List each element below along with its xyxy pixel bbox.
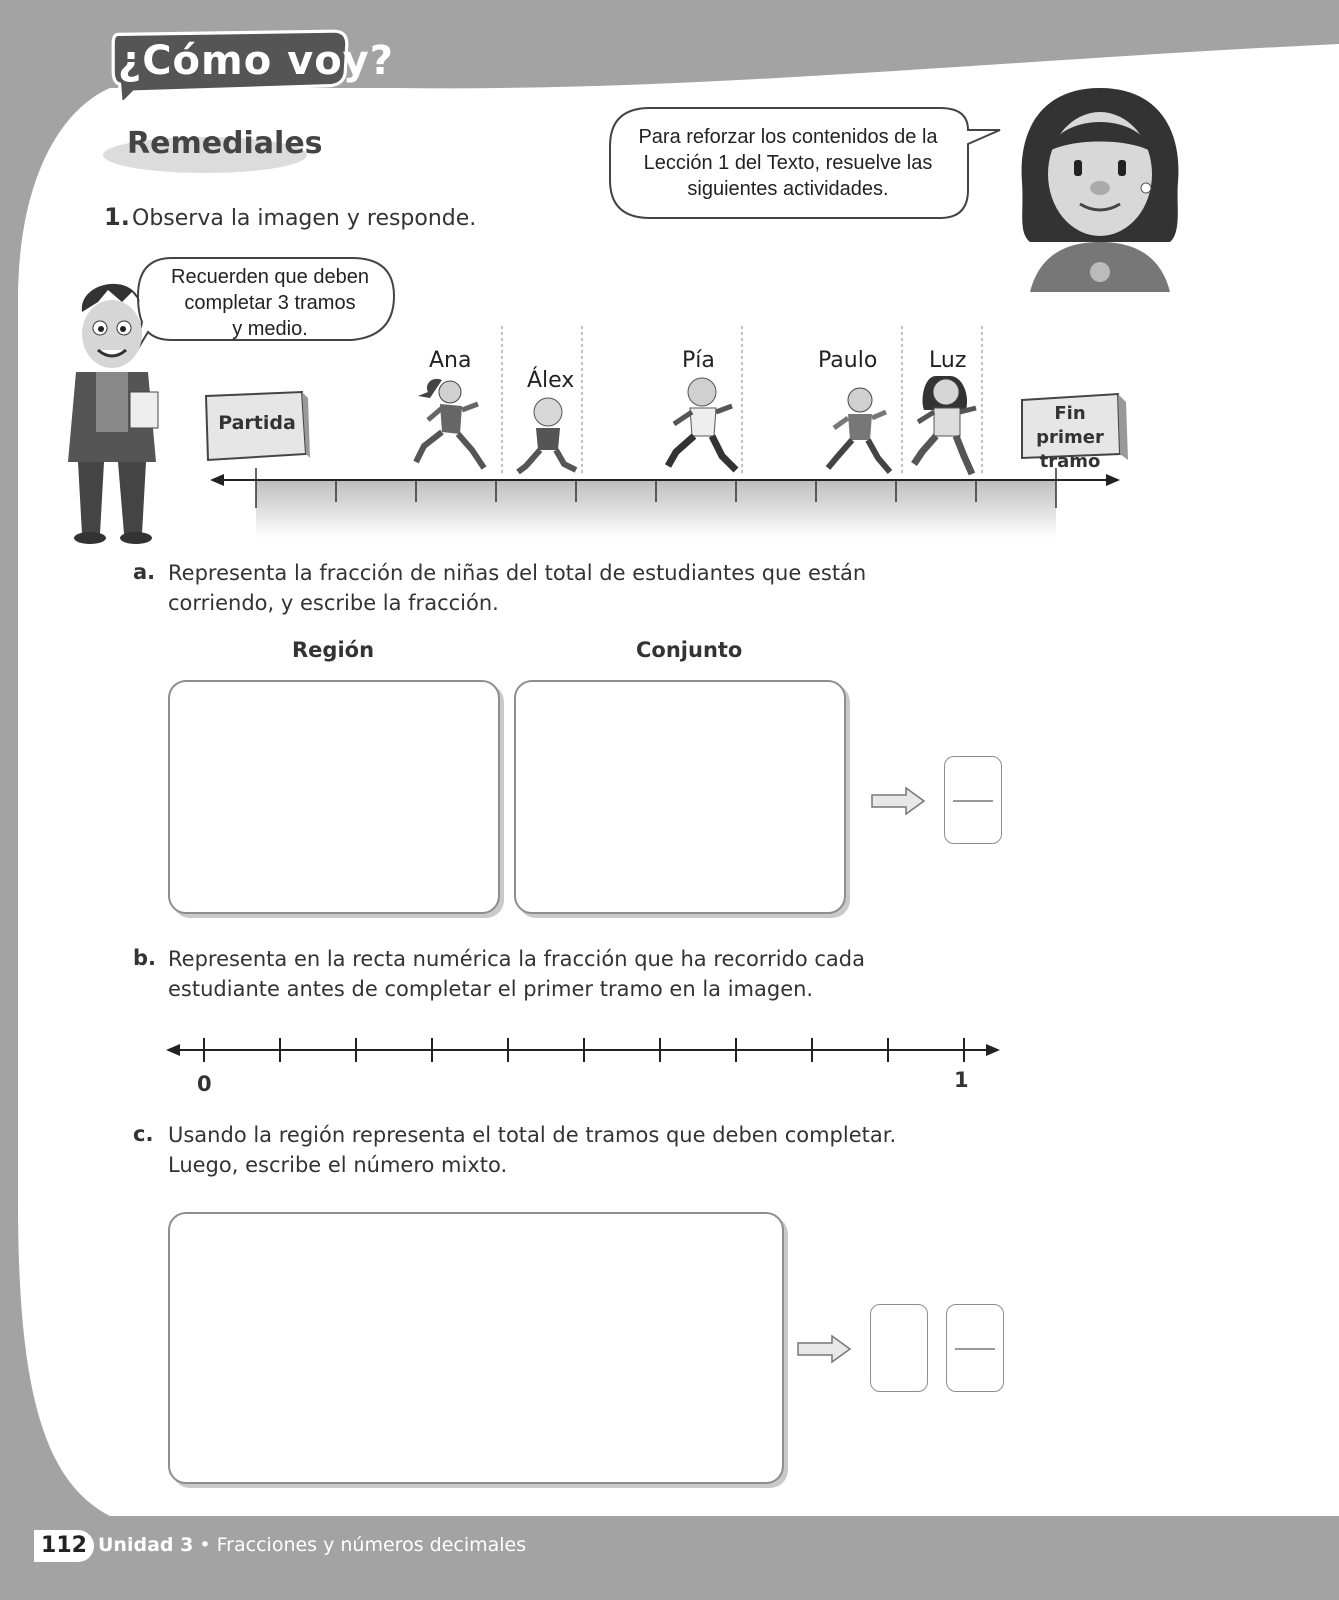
part-a-letter: a. <box>133 560 156 584</box>
part-b-text <box>168 944 968 1004</box>
runner-name-ana: Ana <box>429 348 472 373</box>
arrow-icon <box>796 1334 856 1364</box>
start-sign-label: Partida <box>218 412 296 434</box>
fraction-bar <box>953 800 993 802</box>
label-set: Conjunto <box>636 638 743 662</box>
runner-paulo-figure <box>820 382 900 482</box>
part-c-letter: c. <box>133 1122 154 1146</box>
whole-number-box[interactable] <box>870 1304 928 1392</box>
page-number: 112 <box>34 1530 94 1562</box>
teacher-bubble-text <box>618 124 958 202</box>
teacher-illustration <box>1010 82 1190 292</box>
coach-bubble-line: completar 3 tramos <box>184 292 356 314</box>
fraction-answer-box[interactable] <box>944 756 1002 844</box>
coach-bubble-line: Recuerden que deben <box>171 266 369 288</box>
mixed-number-region-box[interactable] <box>168 1212 784 1484</box>
arrow-icon <box>870 786 930 816</box>
part-b-line: Representa en la recta numérica la fracción que ha recorrido cada <box>168 947 865 971</box>
set-answer-box[interactable] <box>514 680 846 914</box>
section-title: ¿Cómo voy? <box>118 38 394 84</box>
runner-name-pia: Pía <box>682 348 715 373</box>
runner-alex-figure <box>512 392 582 482</box>
number-line-zero: 0 <box>197 1072 212 1096</box>
subtitle: Remediales <box>127 126 323 161</box>
end-sign-line: Fin primer <box>1036 403 1104 448</box>
runner-ana-figure <box>412 376 492 476</box>
question-number: 1. <box>104 203 130 231</box>
teacher-bubble-line: Lección 1 del Texto, resuelve las <box>643 152 933 174</box>
footer-unit: Unidad 3 <box>98 1534 194 1556</box>
footer-text <box>98 1534 526 1556</box>
mixed-fraction-box[interactable] <box>946 1304 1004 1392</box>
coach-bubble-text <box>150 264 390 342</box>
part-a-text <box>168 558 968 618</box>
part-c-text <box>168 1120 968 1180</box>
number-line-one: 1 <box>954 1068 969 1092</box>
coach-bubble-line: y medio. <box>232 318 308 340</box>
part-c-line: Usando la región representa el total de tramos que deben completar. <box>168 1123 897 1147</box>
teacher-bubble-line: siguientes actividades. <box>687 178 889 200</box>
part-b-line: estudiante antes de completar el primer tramo en la imagen. <box>168 977 814 1001</box>
runner-name-luz: Luz <box>929 348 967 373</box>
teacher-bubble-line: Para reforzar los contenidos de la <box>638 126 938 148</box>
runner-pia-figure <box>662 370 742 480</box>
runner-name-paulo: Paulo <box>818 348 878 373</box>
region-answer-box[interactable] <box>168 680 500 914</box>
part-a-line: Representa la fracción de niñas del total de estudiantes que están <box>168 561 867 585</box>
footer-topic: Fracciones y números decimales <box>216 1534 527 1556</box>
part-b-letter: b. <box>133 946 157 970</box>
end-sign-label <box>1024 402 1116 474</box>
label-region: Región <box>292 638 375 662</box>
runner-luz-figure <box>906 370 986 480</box>
end-sign-line: tramo <box>1039 451 1101 472</box>
question-text: Observa la imagen y responde. <box>132 206 477 231</box>
coach-illustration <box>52 272 172 552</box>
part-a-line: corriendo, y escribe la fracción. <box>168 591 499 615</box>
fraction-bar <box>955 1348 995 1350</box>
footer-bullet: • <box>199 1534 211 1556</box>
number-line[interactable] <box>166 1034 1006 1074</box>
part-c-line: Luego, escribe el número mixto. <box>168 1153 508 1177</box>
runner-name-alex: Álex <box>527 368 575 393</box>
